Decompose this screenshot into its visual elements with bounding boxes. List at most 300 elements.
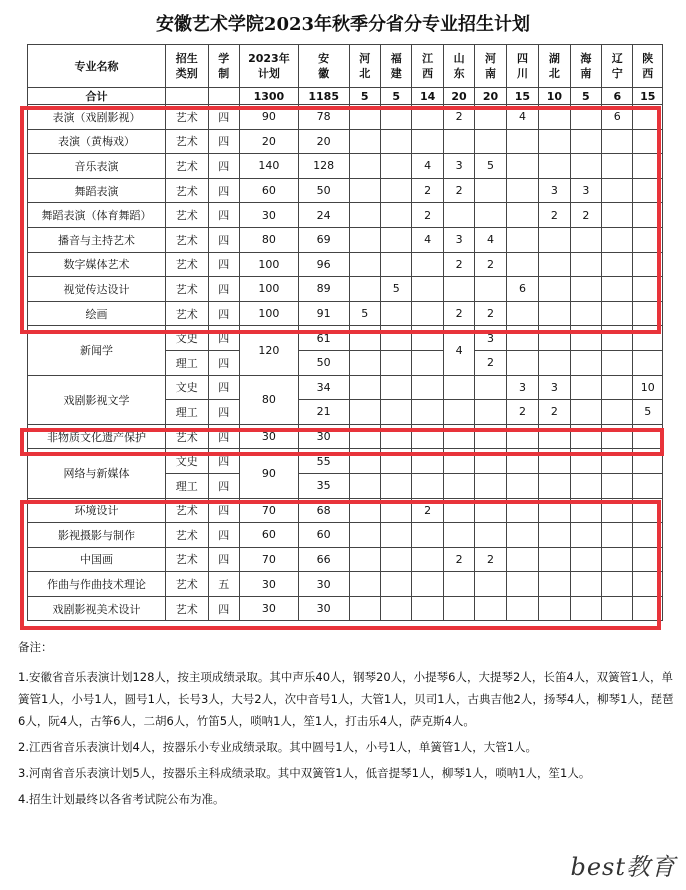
quota-shandong: 3 [443, 154, 474, 179]
quota-liaoning [602, 301, 633, 326]
enroll-type: 艺术 [165, 277, 208, 302]
quota-shaanxi [633, 572, 663, 597]
plan-total: 90 [239, 105, 298, 130]
study-years: 五 [208, 572, 239, 597]
quota-jiangxi [412, 105, 443, 130]
quota-hubei [539, 227, 570, 252]
quota-sichuan: 4 [506, 105, 538, 130]
header-jiangxi-text: 江西 [422, 52, 434, 80]
major-name: 环境设计 [28, 498, 166, 523]
quota-hainan [570, 301, 601, 326]
quota-fujian [380, 498, 411, 523]
quota-shandong [443, 498, 474, 523]
plan-total: 30 [239, 572, 298, 597]
quota-shandong [443, 523, 474, 548]
plan-total: 140 [239, 154, 298, 179]
study-years: 四 [208, 473, 239, 498]
major-name: 音乐表演 [28, 154, 166, 179]
quota-hebei [349, 154, 380, 179]
quota-anhui: 128 [298, 154, 349, 179]
enroll-type: 文史 [165, 326, 208, 351]
note-item: 4.招生计划最终以各省考试院公布为准。 [18, 792, 225, 806]
quota-hubei [539, 449, 570, 474]
major-name: 戏剧影视文学 [28, 375, 166, 424]
quota-hebei [349, 105, 380, 130]
quota-fujian [380, 326, 411, 351]
quota-shandong [443, 129, 474, 154]
quota-fujian [380, 424, 411, 449]
quota-shandong [443, 400, 474, 425]
enroll-type: 理工 [165, 473, 208, 498]
quota-henan [475, 375, 506, 400]
major-name: 作曲与作曲技术理论 [28, 572, 166, 597]
plan-total: 70 [239, 498, 298, 523]
quota-anhui: 20 [298, 129, 349, 154]
header-major: 专业名称 [28, 45, 166, 88]
enroll-type: 艺术 [165, 424, 208, 449]
quota-fujian: 5 [380, 277, 411, 302]
major-name: 网络与新媒体 [28, 449, 166, 498]
quota-fujian [380, 596, 411, 621]
quota-fujian [380, 547, 411, 572]
total-cell [208, 88, 239, 105]
quota-anhui: 96 [298, 252, 349, 277]
table-row [28, 326, 663, 351]
quota-hubei [539, 596, 570, 621]
quota-anhui: 21 [298, 400, 349, 425]
enroll-type: 艺术 [165, 572, 208, 597]
quota-shaanxi [633, 547, 663, 572]
quota-henan: 2 [475, 301, 506, 326]
enroll-type: 理工 [165, 350, 208, 375]
quota-henan [475, 596, 506, 621]
quota-shandong: 2 [443, 105, 474, 130]
quota-sichuan [506, 154, 538, 179]
quota-hubei [539, 154, 570, 179]
quota-jiangxi: 2 [412, 203, 443, 228]
total-cell: 合计 [28, 88, 166, 105]
quota-anhui: 60 [298, 523, 349, 548]
study-years: 四 [208, 375, 239, 400]
quota-liaoning [602, 227, 633, 252]
quota-sichuan [506, 252, 538, 277]
study-years: 四 [208, 523, 239, 548]
note-item: 1.安徽省音乐表演计划128人，按主项成绩录取。其中声乐40人，钢琴20人，小提琴6人，大提琴2人，长笛4人，双簧管1人，单簧管1人，小号1人，圆号1人，长号3人，大号2人，次中音号1人，大管1人，贝司1人，古典吉他2人，扬琴4人，柳琴1人，琵琶6人，阮4人，古筝6人，二胡6人，竹笛5人，唢呐1人，笙1人，打击乐4人，萨克斯4人。 [18, 670, 674, 728]
table-row [28, 129, 663, 154]
quota-jiangxi: 4 [412, 227, 443, 252]
header-fujian [380, 45, 411, 88]
quota-shaanxi [633, 424, 663, 449]
quota-hubei: 3 [539, 375, 570, 400]
major-name: 中国画 [28, 547, 166, 572]
quota-fujian [380, 252, 411, 277]
enroll-type: 艺术 [165, 523, 208, 548]
quota-hebei [349, 277, 380, 302]
table-row [28, 498, 663, 523]
plan-total: 30 [239, 596, 298, 621]
quota-fujian [380, 375, 411, 400]
quota-hainan [570, 523, 601, 548]
quota-jiangxi [412, 572, 443, 597]
quota-hebei [349, 375, 380, 400]
plan-total: 120 [239, 326, 298, 375]
enroll-type: 艺术 [165, 547, 208, 572]
header-sichuan-text: 四川 [516, 52, 528, 80]
quota-liaoning [602, 203, 633, 228]
quota-shandong: 2 [443, 252, 474, 277]
plan-total: 80 [239, 227, 298, 252]
plan-total: 20 [239, 129, 298, 154]
quota-anhui: 30 [298, 424, 349, 449]
quota-hainan [570, 252, 601, 277]
quota-liaoning [602, 449, 633, 474]
quota-henan [475, 424, 506, 449]
quota-sichuan [506, 547, 538, 572]
quota-shaanxi [633, 277, 663, 302]
quota-henan [475, 129, 506, 154]
quota-hubei [539, 572, 570, 597]
quota-sichuan: 3 [506, 375, 538, 400]
quota-shaanxi [633, 350, 663, 375]
quota-hainan [570, 498, 601, 523]
quota-jiangxi [412, 449, 443, 474]
quota-hainan [570, 449, 601, 474]
quota-hubei [539, 326, 570, 351]
quota-shandong: 2 [443, 547, 474, 572]
total-cell: 15 [506, 88, 538, 105]
quota-henan [475, 473, 506, 498]
quota-sichuan [506, 572, 538, 597]
major-name: 舞蹈表演（体育舞蹈） [28, 203, 166, 228]
quota-henan: 4 [475, 227, 506, 252]
plan-total: 60 [239, 178, 298, 203]
table-row [28, 547, 663, 572]
quota-shaanxi [633, 178, 663, 203]
quota-hainan [570, 572, 601, 597]
quota-liaoning [602, 473, 633, 498]
enroll-type: 艺术 [165, 301, 208, 326]
quota-hebei [349, 572, 380, 597]
plan-total: 30 [239, 203, 298, 228]
quota-shaanxi [633, 154, 663, 179]
total-cell: 20 [475, 88, 506, 105]
quota-hainan [570, 154, 601, 179]
enroll-type: 理工 [165, 400, 208, 425]
quota-anhui: 24 [298, 203, 349, 228]
study-years: 四 [208, 326, 239, 351]
enroll-type: 艺术 [165, 227, 208, 252]
header-years-text: 学制 [218, 52, 230, 80]
header-hainan [570, 45, 601, 88]
header-henan [475, 45, 506, 88]
quota-anhui: 89 [298, 277, 349, 302]
quota-fujian [380, 129, 411, 154]
header-row [28, 45, 663, 88]
quota-hainan [570, 326, 601, 351]
study-years: 四 [208, 498, 239, 523]
quota-jiangxi [412, 400, 443, 425]
quota-henan [475, 105, 506, 130]
quota-hainan [570, 400, 601, 425]
quota-henan [475, 400, 506, 425]
quota-hebei [349, 227, 380, 252]
header-shandong-text: 山东 [453, 52, 465, 80]
quota-hubei [539, 350, 570, 375]
table-row [28, 449, 663, 474]
quota-fujian [380, 178, 411, 203]
header-shaanxi [633, 45, 663, 88]
quota-fujian [380, 400, 411, 425]
quota-shaanxi [633, 498, 663, 523]
quota-hainan [570, 473, 601, 498]
enroll-type: 文史 [165, 449, 208, 474]
header-hebei [349, 45, 380, 88]
quota-fujian [380, 350, 411, 375]
major-name: 戏剧影视美术设计 [28, 596, 166, 621]
note-item: 3.河南省音乐表演计划5人，按器乐主科成绩录取。其中双簧管1人，低音提琴1人，柳琴1人，唢呐1人，笙1人。 [18, 766, 591, 780]
quota-sichuan [506, 178, 538, 203]
quota-fujian [380, 572, 411, 597]
major-name: 新闻学 [28, 326, 166, 375]
quota-shaanxi [633, 523, 663, 548]
study-years: 四 [208, 400, 239, 425]
quota-sichuan [506, 129, 538, 154]
quota-hainan [570, 129, 601, 154]
quota-liaoning [602, 178, 633, 203]
quota-jiangxi: 4 [412, 154, 443, 179]
study-years: 四 [208, 227, 239, 252]
quota-sichuan [506, 350, 538, 375]
quota-liaoning [602, 154, 633, 179]
header-hainan-text: 海南 [580, 52, 592, 80]
quota-sichuan [506, 424, 538, 449]
quota-hubei [539, 473, 570, 498]
total-cell: 5 [570, 88, 601, 105]
header-liaoning-text: 辽宁 [611, 52, 623, 80]
quota-shaanxi [633, 473, 663, 498]
quota-hainan [570, 277, 601, 302]
quota-sichuan [506, 203, 538, 228]
quota-hubei [539, 547, 570, 572]
quota-sichuan [506, 473, 538, 498]
table-row [28, 277, 663, 302]
total-cell [165, 88, 208, 105]
quota-hebei [349, 498, 380, 523]
quota-hebei [349, 400, 380, 425]
quota-jiangxi [412, 301, 443, 326]
quota-fujian [380, 301, 411, 326]
study-years: 四 [208, 350, 239, 375]
quota-liaoning [602, 523, 633, 548]
header-type [165, 45, 208, 88]
quota-sichuan [506, 596, 538, 621]
quota-fujian [380, 203, 411, 228]
quota-anhui: 66 [298, 547, 349, 572]
quota-liaoning [602, 277, 633, 302]
quota-shandong [443, 449, 474, 474]
study-years: 四 [208, 105, 239, 130]
quota-henan: 2 [475, 252, 506, 277]
quota-hainan [570, 596, 601, 621]
quota-sichuan: 2 [506, 400, 538, 425]
notes-heading: 备注： [18, 640, 53, 654]
total-cell: 1300 [239, 88, 298, 105]
quota-shaanxi [633, 105, 663, 130]
quota-hainan [570, 227, 601, 252]
quota-jiangxi [412, 596, 443, 621]
major-name: 绘画 [28, 301, 166, 326]
quota-sichuan [506, 227, 538, 252]
header-hubei [539, 45, 570, 88]
quota-sichuan [506, 498, 538, 523]
quota-hainan [570, 424, 601, 449]
plan-total: 60 [239, 523, 298, 548]
quota-hebei [349, 178, 380, 203]
quota-shaanxi [633, 326, 663, 351]
major-name: 表演（戏剧影视） [28, 105, 166, 130]
quota-jiangxi [412, 375, 443, 400]
quota-jiangxi [412, 129, 443, 154]
quota-liaoning [602, 572, 633, 597]
enroll-type: 艺术 [165, 498, 208, 523]
quota-shandong: 3 [443, 227, 474, 252]
plan-total: 100 [239, 301, 298, 326]
quota-shandong [443, 596, 474, 621]
quota-anhui: 61 [298, 326, 349, 351]
header-jiangxi [412, 45, 443, 88]
table-row [28, 252, 663, 277]
quota-fujian [380, 449, 411, 474]
total-cell: 6 [602, 88, 633, 105]
quota-henan: 5 [475, 154, 506, 179]
quota-fujian [380, 154, 411, 179]
quota-liaoning [602, 424, 633, 449]
header-hebei-text: 河北 [359, 52, 371, 80]
quota-sichuan: 6 [506, 277, 538, 302]
quota-anhui: 30 [298, 596, 349, 621]
quota-hebei [349, 326, 380, 351]
study-years: 四 [208, 129, 239, 154]
quota-hubei: 3 [539, 178, 570, 203]
quota-shaanxi [633, 227, 663, 252]
total-cell: 5 [380, 88, 411, 105]
quota-hainan: 2 [570, 203, 601, 228]
quota-henan [475, 178, 506, 203]
total-cell: 20 [443, 88, 474, 105]
table-row [28, 227, 663, 252]
quota-shaanxi [633, 301, 663, 326]
quota-henan: 3 [475, 326, 506, 351]
quota-henan: 2 [475, 350, 506, 375]
quota-henan [475, 498, 506, 523]
quota-hubei [539, 129, 570, 154]
study-years: 四 [208, 449, 239, 474]
quota-hebei [349, 523, 380, 548]
plan-total: 90 [239, 449, 298, 498]
quota-liaoning [602, 400, 633, 425]
quota-henan [475, 449, 506, 474]
major-name: 表演（黄梅戏） [28, 129, 166, 154]
table-row [28, 203, 663, 228]
quota-hebei [349, 129, 380, 154]
quota-hainan [570, 350, 601, 375]
enroll-type: 艺术 [165, 252, 208, 277]
quota-hubei [539, 498, 570, 523]
enroll-type: 艺术 [165, 154, 208, 179]
quota-anhui: 55 [298, 449, 349, 474]
quota-hubei [539, 301, 570, 326]
quota-jiangxi [412, 350, 443, 375]
quota-jiangxi [412, 424, 443, 449]
quota-shandong [443, 572, 474, 597]
quota-hainan [570, 375, 601, 400]
study-years: 四 [208, 203, 239, 228]
study-years: 四 [208, 596, 239, 621]
quota-hainan [570, 105, 601, 130]
enroll-type: 艺术 [165, 203, 208, 228]
header-plan [239, 45, 298, 88]
study-years: 四 [208, 547, 239, 572]
enroll-type: 艺术 [165, 129, 208, 154]
quota-jiangxi [412, 326, 443, 351]
quota-shaanxi: 5 [633, 400, 663, 425]
quota-shandong [443, 203, 474, 228]
quota-anhui: 30 [298, 572, 349, 597]
quota-shandong [443, 424, 474, 449]
quota-henan: 2 [475, 547, 506, 572]
quota-shandong [443, 473, 474, 498]
quota-fujian [380, 473, 411, 498]
study-years: 四 [208, 301, 239, 326]
enroll-type: 文史 [165, 375, 208, 400]
notes-section [18, 636, 678, 810]
header-liaoning [602, 45, 633, 88]
quota-shandong [443, 277, 474, 302]
quota-shaanxi [633, 129, 663, 154]
quota-liaoning [602, 129, 633, 154]
quota-shaanxi [633, 203, 663, 228]
plan-total: 70 [239, 547, 298, 572]
quota-shaanxi [633, 449, 663, 474]
quota-liaoning: 6 [602, 105, 633, 130]
quota-hebei: 5 [349, 301, 380, 326]
header-plan-text: 2023年计划 [248, 52, 290, 80]
quota-liaoning [602, 498, 633, 523]
quota-henan [475, 203, 506, 228]
quota-jiangxi: 2 [412, 498, 443, 523]
quota-hubei [539, 105, 570, 130]
quota-liaoning [602, 252, 633, 277]
header-fujian-text: 福建 [390, 52, 402, 80]
quota-liaoning [602, 350, 633, 375]
total-cell: 1185 [298, 88, 349, 105]
enroll-type: 艺术 [165, 105, 208, 130]
study-years: 四 [208, 252, 239, 277]
quota-hebei [349, 350, 380, 375]
header-anhui-text: 安徽 [318, 52, 330, 80]
major-name: 数字媒体艺术 [28, 252, 166, 277]
header-years [208, 45, 239, 88]
table-row [28, 178, 663, 203]
note-item: 2.江西省音乐表演计划4人，按器乐小专业成绩录取。其中圆号1人，小号1人，单簧管1人，大管1人。 [18, 740, 538, 754]
major-name: 播音与主持艺术 [28, 227, 166, 252]
quota-sichuan [506, 326, 538, 351]
quota-fujian [380, 105, 411, 130]
quota-shaanxi [633, 252, 663, 277]
quota-hebei [349, 449, 380, 474]
quota-anhui: 69 [298, 227, 349, 252]
quota-liaoning [602, 596, 633, 621]
